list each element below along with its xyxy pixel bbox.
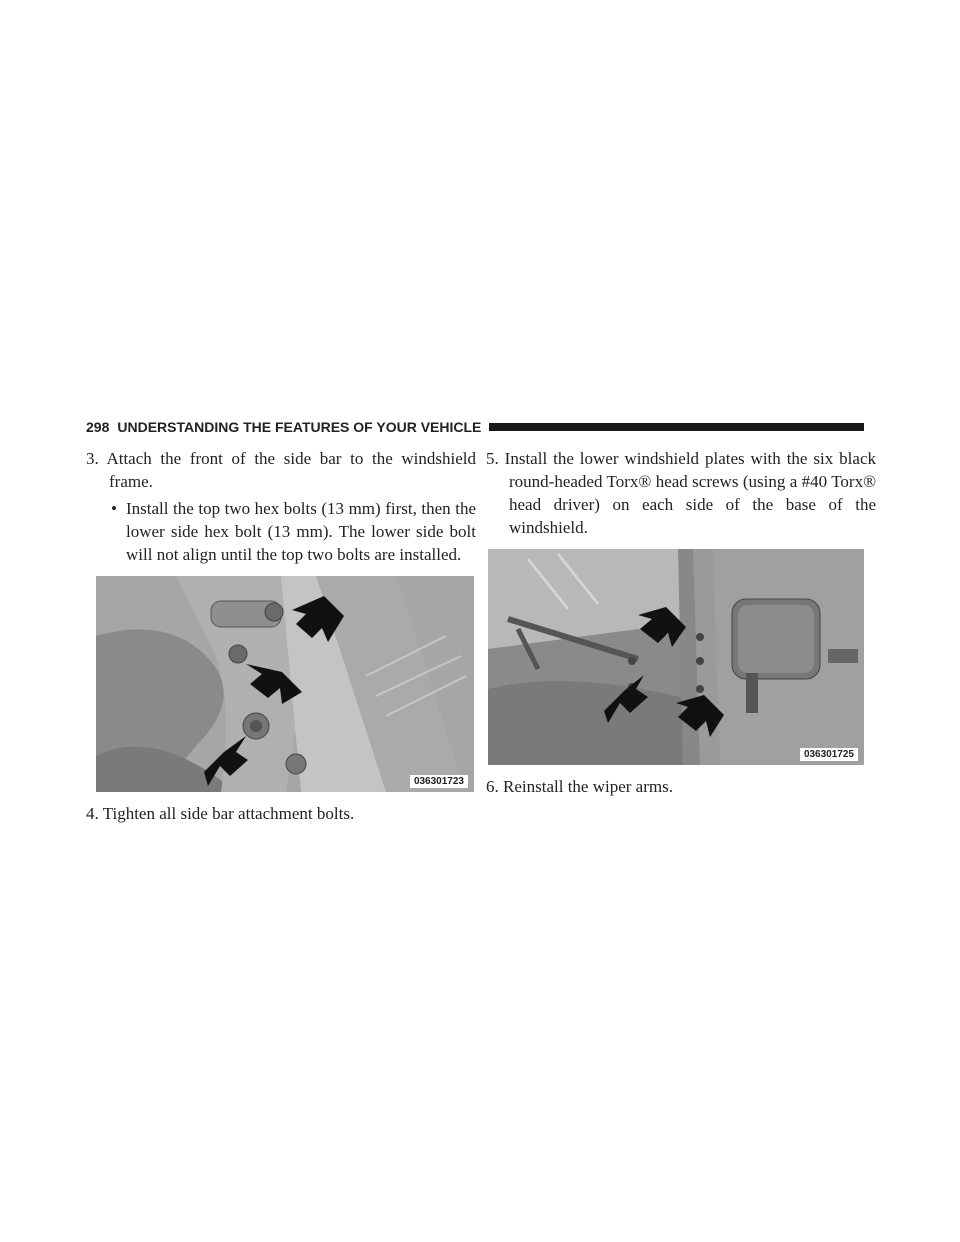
header-rule — [489, 423, 864, 431]
step-6-text: 6. Reinstall the wiper arms. — [486, 777, 673, 796]
windshield-plates-illustration — [488, 549, 864, 765]
bullet-text: Install the top two hex bolts (13 mm) first, then the lower side hex bolt (13 mm). The lower side bolt will not align until the top two bolts are installed. — [126, 499, 476, 564]
figure-code: 036301725 — [800, 748, 858, 761]
figure-code: 036301723 — [410, 775, 468, 788]
step-4-text: 4. Tighten all side bar attachment bolts. — [86, 804, 355, 823]
side-bar-bolts-illustration — [96, 576, 474, 792]
page-number: 298 — [86, 419, 110, 435]
section-title: UNDERSTANDING THE FEATURES OF YOUR VEHICLE — [117, 419, 482, 435]
left-column — [86, 447, 476, 825]
windshield-plates-figure — [488, 549, 864, 765]
right-column — [486, 447, 876, 798]
page-header — [86, 416, 864, 438]
side-bar-bolts-figure — [96, 576, 474, 792]
step-5-text: 5. Install the lower windshield plates with the six black round-headed Torx® head screws (using a #40 Torx® head driver) on each side of the base of the windshield. — [486, 449, 876, 537]
bullet-item — [86, 497, 476, 566]
step-3-text: 3. Attach the front of the side bar to the windshield frame. — [86, 449, 476, 491]
bullet-dot: • — [111, 499, 117, 518]
